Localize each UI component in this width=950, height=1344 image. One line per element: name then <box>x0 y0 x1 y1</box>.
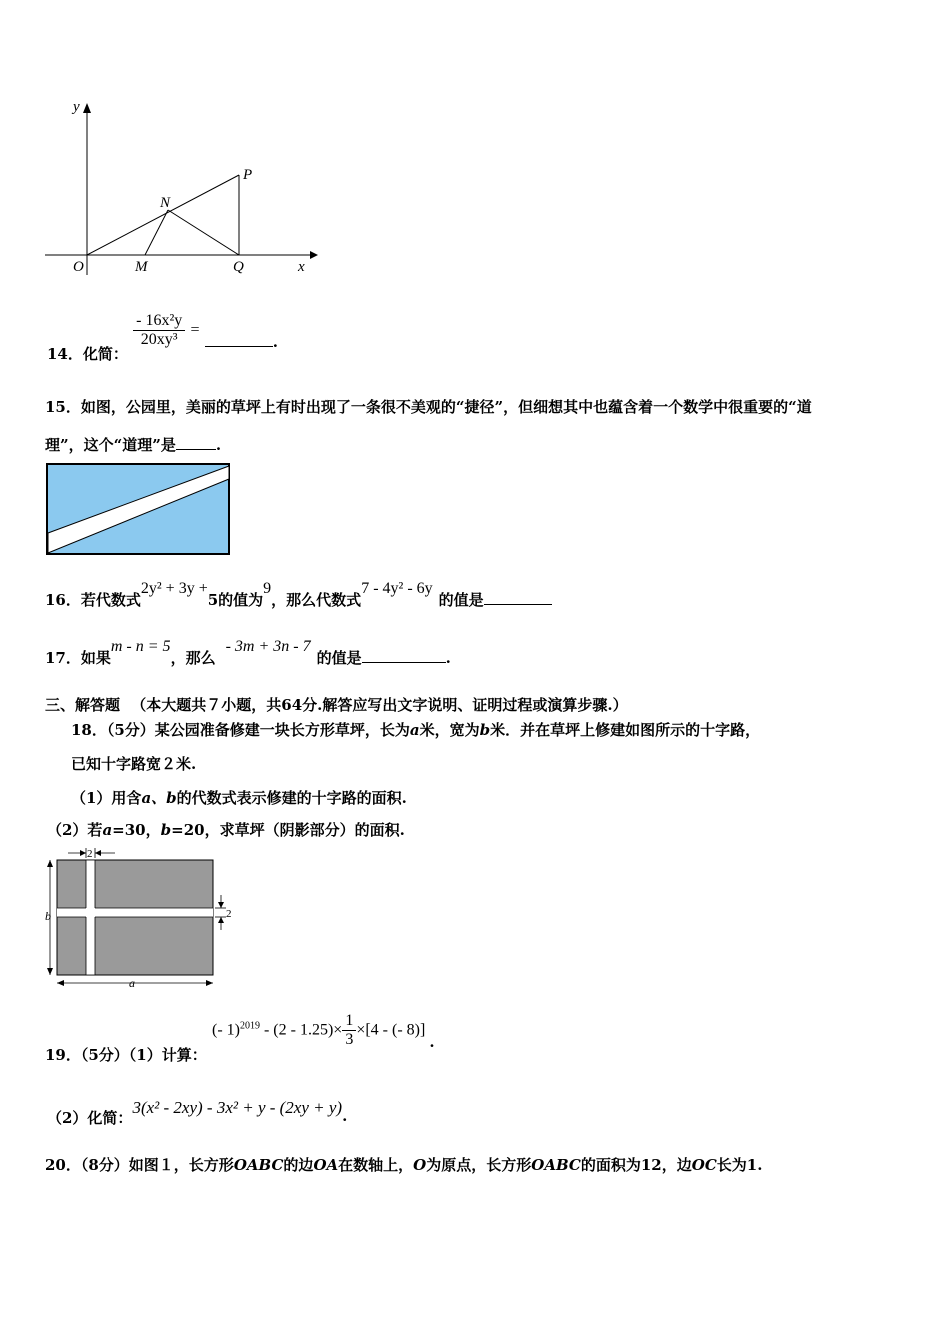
q15-answer-blank[interactable] <box>176 449 216 450</box>
coordinate-figure <box>40 95 330 280</box>
q18-sub2-suffix: =20，求草坪（阴影部分）的面积. <box>171 821 405 839</box>
question-16 <box>45 577 552 609</box>
x-axis-arrow <box>310 251 318 259</box>
horizontal-road <box>57 908 213 917</box>
lawn-shortcut-figure <box>46 463 230 555</box>
q20-mid2: 在数轴上， <box>338 1156 414 1174</box>
q18-var-a: a <box>409 721 420 739</box>
q18-sub2-prefix: （2）若 <box>47 821 103 839</box>
q17-expr: - 3m + 3n - 7 <box>225 638 311 655</box>
q18-sub2-b: b <box>160 821 172 839</box>
q16-value: 9 <box>263 580 272 597</box>
q19-expr-c: ×[4 - (- 8)] <box>356 1021 426 1039</box>
q19-frac-num: 1 <box>342 1012 356 1031</box>
question-15-line2 <box>45 434 221 455</box>
question-15-line1: 15．如图，公园里，美丽的草坪上有时出现了一条很不美观的“捷径”，但细想其中也蕴含着一个数学中很重要的“道 <box>45 398 812 416</box>
q20-OA: OA <box>313 1156 339 1174</box>
q18-mid2: 米．并在草坪上修建如图所示的十字路， <box>490 721 761 739</box>
q17-end: . <box>445 649 451 667</box>
label-y: y <box>73 99 80 115</box>
q19-prefix: 19．（5分）（1）计算： <box>45 1045 207 1064</box>
q19-expr-b: - (2 - 1.25)× <box>259 1021 343 1039</box>
q16-expr2: 7 - 4y² - 6y <box>361 580 433 597</box>
q17-prefix: 17．如果 <box>45 649 111 667</box>
q16-const: 5 <box>207 591 219 609</box>
q20-mid4: 的面积为12，边 <box>580 1156 692 1174</box>
q18-sub2-a: a <box>102 821 113 839</box>
question-17 <box>45 635 451 667</box>
q16-mid2: ，那么代数式 <box>271 591 362 609</box>
vertical-road <box>86 860 95 975</box>
dim-bottom-label: a <box>129 976 135 990</box>
question-18-sub1 <box>71 787 407 808</box>
q19-sub2-expr: 3(x² - 2xy) - 3x² + y - (2xy + y) <box>132 1098 343 1117</box>
label-M: M <box>135 259 148 275</box>
q19-sub2-prefix: （2）化简： <box>47 1109 133 1127</box>
y-axis-arrow <box>83 103 91 113</box>
q20-OABC-2: OABC <box>531 1156 581 1174</box>
q16-prefix: 16．若代数式 <box>45 591 141 609</box>
q16-answer-blank[interactable] <box>484 604 552 605</box>
label-x: x <box>298 259 305 275</box>
q20-prefix: 20．（8分）如图１，长方形 <box>45 1156 234 1174</box>
label-O: O <box>73 259 84 275</box>
segment-NM <box>145 210 168 255</box>
q14-text: 化简： <box>82 344 128 363</box>
q19-exponent: 2019 <box>239 1020 260 1032</box>
q15-end: . <box>215 436 222 454</box>
q14-number: 14． <box>47 344 83 363</box>
q18-mid1: 米，宽为 <box>419 721 480 739</box>
label-P: P <box>243 167 253 183</box>
q16-suffix: 的值是 <box>438 591 484 609</box>
q14-end: . <box>272 332 278 351</box>
q20-mid1: 的边 <box>283 1156 314 1174</box>
segment-NQ <box>168 210 239 255</box>
q17-answer-blank[interactable] <box>362 662 446 663</box>
dim-left-label: b <box>45 909 51 923</box>
label-N: N <box>160 195 171 211</box>
crossroad-lawn-figure <box>40 845 240 990</box>
section-3-note: （本大题共７小题，共64分.解答应写出文字说明、证明过程或演算步骤.） <box>131 696 628 714</box>
q19-expr-a: (- 1) <box>211 1021 240 1039</box>
q14-fraction <box>133 312 185 349</box>
q20-mid3: 为原点，长方形 <box>426 1156 532 1174</box>
q19-frac-den: 3 <box>345 1031 354 1048</box>
q20-O: O <box>413 1156 427 1174</box>
q18-sub1-vars: a、b <box>141 789 177 807</box>
q18-sub1-prefix: （1）用含 <box>71 789 142 807</box>
q20-OC: OC <box>691 1156 717 1174</box>
q14-numerator: - 16x²y <box>133 312 185 331</box>
question-18-line1 <box>71 719 760 740</box>
dim-right-label: 2 <box>226 908 232 920</box>
q18-sub1-suffix: 的代数式表示修建的十字路的面积. <box>176 789 407 807</box>
q19-end: . <box>429 1032 435 1051</box>
lawn-outer <box>57 860 213 975</box>
question-18-line2: 已知十字路宽２米. <box>71 755 197 773</box>
question-19-sub2 <box>47 1097 348 1127</box>
segment-ON-P <box>87 175 239 255</box>
q16-mid: 的值为 <box>218 591 264 609</box>
q18-sub2-mid: =30， <box>112 821 161 839</box>
dim-top-label: 2 <box>87 848 93 860</box>
label-Q: Q <box>233 259 244 275</box>
q18-var-b: b <box>479 721 491 739</box>
q17-mid: ，那么 <box>170 649 216 667</box>
q14-denominator: 20xy³ <box>140 331 178 348</box>
q19-fraction <box>342 1012 356 1049</box>
q20-OABC-1: OABC <box>233 1156 284 1174</box>
q18-line1-text: 18．（5分）某公园准备修建一块长方形草坪，长为 <box>71 721 410 739</box>
question-14 <box>47 312 278 363</box>
section-3-heading <box>45 694 628 715</box>
section-3-title: 三、解答题 <box>45 696 121 714</box>
q16-expr1: 2y² + 3y + <box>140 580 208 597</box>
q14-answer-blank[interactable] <box>205 346 273 347</box>
question-19 <box>45 1012 435 1064</box>
q14-equals: = <box>190 321 200 339</box>
q20-suffix: 长为1. <box>716 1156 763 1174</box>
q17-suffix: 的值是 <box>316 649 362 667</box>
question-20 <box>45 1154 762 1175</box>
q17-cond: m - n = 5 <box>110 638 171 655</box>
q15-line2-text: 理”，这个“道理”是 <box>45 436 176 454</box>
q19-sub2-end: . <box>342 1107 348 1125</box>
question-18-sub2 <box>47 819 405 840</box>
